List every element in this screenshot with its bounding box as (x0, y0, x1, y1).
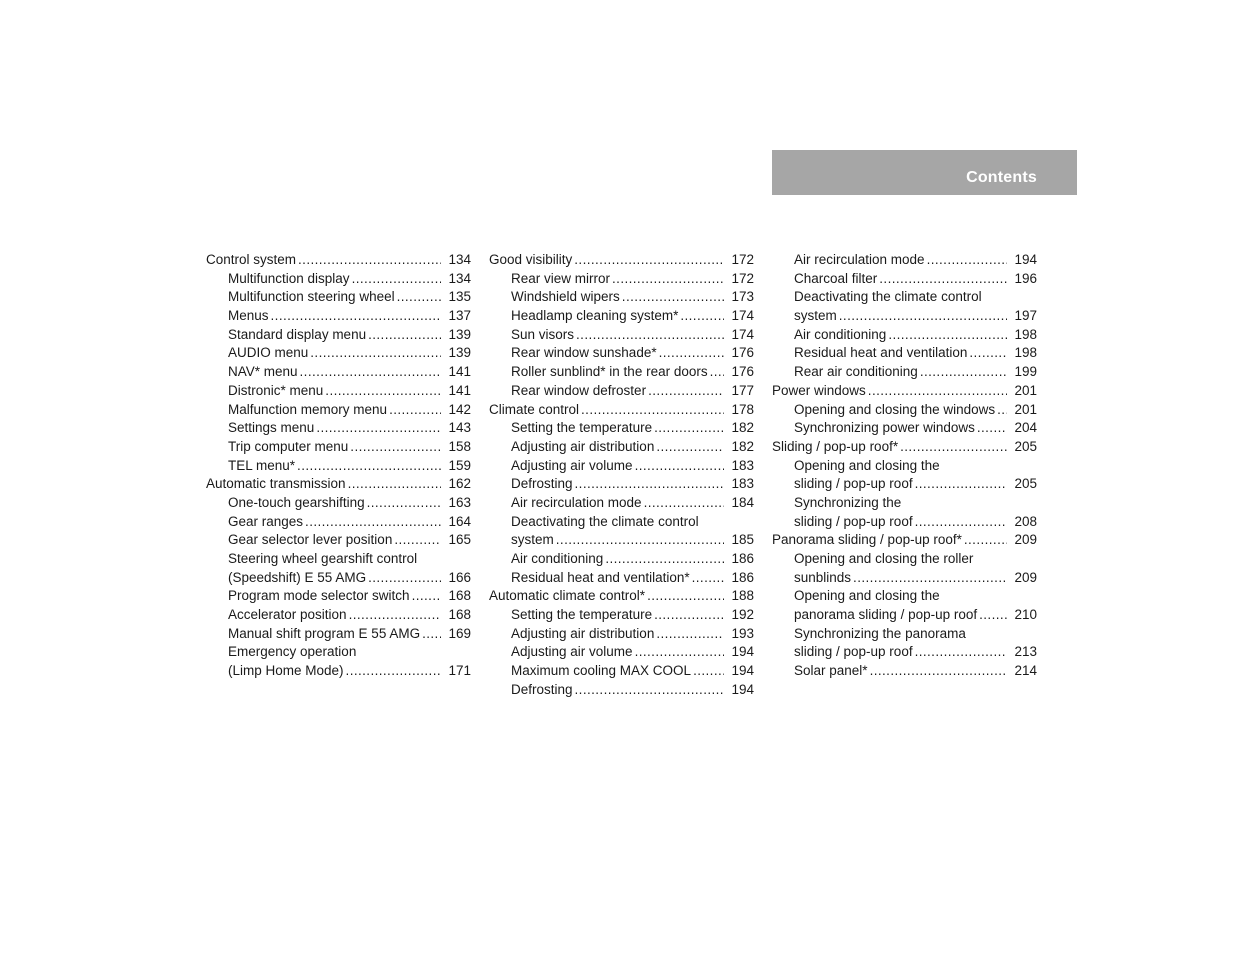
toc-subentry[interactable] (206, 457, 471, 476)
toc-subentry[interactable] (206, 382, 471, 401)
toc-subentry[interactable] (772, 363, 1037, 382)
toc-entry-title: Adjusting air distribution (511, 438, 655, 454)
toc-subentry[interactable] (489, 326, 754, 345)
toc-page-number: 159 (448, 457, 471, 473)
toc-entry-title: Menus (228, 308, 269, 324)
dot-leader (305, 513, 441, 532)
toc-subentry[interactable] (206, 419, 471, 438)
toc-subentry[interactable] (772, 288, 1037, 307)
toc-subentry[interactable] (206, 625, 471, 644)
toc-page-number: 165 (448, 532, 471, 548)
toc-subentry[interactable] (206, 643, 471, 662)
toc-subentry[interactable] (772, 569, 1037, 588)
toc-entry-title: Gear ranges (228, 513, 304, 529)
toc-page-number: 198 (1014, 326, 1037, 342)
toc-subentry[interactable] (489, 475, 754, 494)
toc-page-number: 169 (448, 625, 471, 641)
toc-entry-title: Manual shift program E 55 AMG (228, 625, 421, 641)
toc-entry-title: Multifunction display (228, 270, 350, 286)
toc-subentry[interactable] (772, 587, 1037, 606)
dot-leader (576, 326, 724, 345)
dot-leader (556, 531, 724, 550)
dot-leader (654, 606, 724, 625)
dot-leader (654, 419, 724, 438)
toc-page-number: 141 (448, 382, 471, 398)
dot-leader (581, 401, 724, 420)
toc-entry-title: Air conditioning (511, 551, 604, 566)
toc-entry-title: Windshield wipers (511, 289, 620, 305)
dot-leader (350, 438, 441, 457)
toc-subentry[interactable] (772, 494, 1037, 513)
toc-entry-title: Gear selector lever position (228, 532, 393, 548)
toc-page-number: 194 (731, 681, 754, 697)
toc-subentry[interactable] (772, 550, 1037, 569)
dot-leader (915, 475, 1007, 494)
toc-page-number: 194 (731, 663, 754, 679)
toc-subentry[interactable] (489, 569, 754, 588)
toc-entry-title: Defrosting (511, 476, 573, 492)
toc-subentry[interactable] (489, 270, 754, 289)
dot-leader (964, 531, 1007, 550)
toc-subentry[interactable] (206, 288, 471, 307)
dot-leader (574, 251, 724, 270)
dot-leader (635, 643, 724, 662)
toc-page-number: 193 (731, 625, 754, 641)
toc-entry[interactable] (489, 401, 754, 420)
dot-leader (325, 382, 441, 401)
toc-entry-title: Charcoal filter (794, 270, 878, 286)
toc-subentry[interactable] (206, 606, 471, 625)
dot-leader (412, 587, 441, 606)
toc-page-number: 182 (731, 438, 754, 454)
toc-page-number: 204 (1014, 420, 1037, 436)
toc-page-number: 174 (731, 326, 754, 342)
toc-entry-title: Sliding / pop-up roof* (772, 438, 899, 454)
toc-entry-title: sliding / pop-up roof (794, 644, 913, 660)
toc-subentry[interactable] (772, 344, 1037, 363)
toc-entry-title: Roller sunblind* in the rear doors (511, 364, 708, 380)
dot-leader (659, 344, 724, 363)
toc-entry-title: Maximum cooling MAX COOL (511, 663, 692, 679)
toc-subentry[interactable] (489, 625, 754, 644)
dot-leader (368, 326, 441, 345)
toc-column-1 (206, 251, 471, 681)
toc-column-2 (489, 251, 754, 700)
dot-leader (300, 363, 441, 382)
toc-subentry[interactable] (772, 401, 1037, 420)
dot-leader (656, 625, 724, 644)
toc-subentry[interactable] (489, 363, 754, 382)
toc-subentry[interactable] (772, 513, 1037, 532)
dot-leader (271, 307, 441, 326)
toc-page-number: 209 (1014, 569, 1037, 585)
dot-leader (310, 344, 441, 363)
dot-leader (868, 382, 1007, 401)
toc-entry-title: Rear view mirror (511, 270, 611, 286)
toc-entry-title: system (511, 532, 554, 548)
toc-entry-title: TEL menu* (228, 457, 296, 473)
toc-subentry[interactable] (489, 606, 754, 625)
toc-entry-title: Residual heat and ventilation* (511, 569, 690, 585)
toc-entry[interactable] (489, 587, 754, 606)
toc-entry-title: Automatic climate control* (489, 588, 646, 604)
toc-subentry[interactable] (206, 307, 471, 326)
toc-page-number: 188 (731, 588, 754, 604)
toc-subentry[interactable] (489, 382, 754, 401)
dot-leader (368, 569, 441, 588)
toc-subentry[interactable] (772, 419, 1037, 438)
toc-page-number: 173 (731, 289, 754, 305)
toc-page-number: 141 (448, 364, 471, 380)
dot-leader (575, 475, 724, 494)
toc-entry[interactable] (772, 438, 1037, 457)
contents-header-bar (772, 150, 1077, 195)
toc-page-number: 134 (448, 270, 471, 286)
dot-leader (348, 475, 441, 494)
dot-leader (635, 457, 724, 476)
dot-leader (839, 307, 1007, 326)
dot-leader (927, 251, 1007, 270)
toc-page-number: 172 (731, 270, 754, 286)
toc-entry-title: Panorama sliding / pop-up roof* (772, 532, 962, 548)
dot-leader (349, 606, 441, 625)
toc-entry-title: Rear window sunshade* (511, 345, 657, 361)
toc-subentry[interactable] (206, 550, 471, 569)
toc-entry-title: Opening and closing the windows (794, 401, 996, 417)
toc-entry-title: system (794, 308, 837, 324)
dot-leader (853, 569, 1007, 588)
toc-entry-title: Good visibility (489, 252, 573, 267)
toc-entry-title: Deactivating the climate control (511, 513, 699, 529)
toc-subentry[interactable] (206, 569, 471, 588)
toc-subentry[interactable] (772, 270, 1037, 289)
dot-leader (397, 288, 441, 307)
dot-leader (900, 438, 1007, 457)
dot-leader (915, 513, 1007, 532)
toc-entry-title: Program mode selector switch (228, 588, 410, 604)
toc-entry-title: Air recirculation mode (794, 252, 925, 267)
dot-leader (979, 606, 1007, 625)
toc-page-number: 197 (1014, 308, 1037, 324)
dot-leader (394, 531, 441, 550)
toc-entry-title: Opening and closing the roller (794, 551, 974, 566)
toc-page-number: 213 (1014, 644, 1037, 660)
dot-leader (612, 270, 724, 289)
toc-page-number: 176 (731, 345, 754, 361)
toc-entry-title: Setting the temperature (511, 420, 653, 436)
toc-entry-title: Multifunction steering wheel (228, 289, 395, 305)
toc-entry-title: sliding / pop-up roof (794, 476, 913, 492)
dot-leader (298, 251, 441, 270)
toc-entry-title: Distronic* menu (228, 382, 324, 398)
toc-page-number: 168 (448, 588, 471, 604)
toc-page-number: 183 (731, 476, 754, 492)
toc-subentry[interactable] (206, 401, 471, 420)
toc-page-number: 166 (448, 569, 471, 585)
toc-page-number: 135 (448, 289, 471, 305)
toc-page-number: 209 (1014, 532, 1037, 548)
dot-leader (648, 382, 724, 401)
dot-leader (920, 363, 1007, 382)
dot-leader (605, 550, 724, 569)
toc-page-number: 158 (448, 438, 471, 454)
dot-leader (352, 270, 441, 289)
dot-leader (622, 288, 724, 307)
toc-subentry[interactable] (489, 550, 754, 569)
toc-subentry[interactable] (489, 438, 754, 457)
dot-leader (997, 401, 1007, 420)
page-title: Contents (966, 169, 1037, 186)
toc-entry-title: Power windows (772, 382, 866, 398)
toc-entry-title: Opening and closing the (794, 588, 940, 604)
toc-page-number: 172 (731, 252, 754, 267)
toc-page-number: 214 (1014, 663, 1037, 679)
toc-entry-title: panorama sliding / pop-up roof (794, 607, 978, 623)
toc-page-number: 210 (1014, 607, 1037, 623)
toc-page-number: 205 (1014, 438, 1037, 454)
dot-leader (644, 494, 724, 513)
toc-page-number: 185 (731, 532, 754, 548)
dot-leader (656, 438, 724, 457)
toc-page-number: 137 (448, 308, 471, 324)
toc-entry-title: sliding / pop-up roof (794, 513, 913, 529)
toc-entry-title: Setting the temperature (511, 607, 653, 623)
toc-page-number: 192 (731, 607, 754, 623)
toc-subentry[interactable] (772, 251, 1037, 270)
dot-leader (977, 419, 1007, 438)
toc-page-number: 186 (731, 551, 754, 566)
toc-page-number: 134 (448, 252, 471, 267)
toc-subentry[interactable] (489, 513, 754, 532)
toc-page-number: 194 (1014, 252, 1037, 267)
toc-entry-title: Malfunction memory menu (228, 401, 388, 417)
dot-leader (575, 681, 724, 700)
toc-page-number: 183 (731, 457, 754, 473)
dot-leader (692, 569, 724, 588)
toc-subentry[interactable] (206, 363, 471, 382)
toc-page-number: 201 (1014, 401, 1037, 417)
toc-entry-title: Deactivating the climate control (794, 289, 982, 305)
toc-subentry[interactable] (489, 419, 754, 438)
toc-entry-title: Adjusting air volume (511, 644, 633, 660)
toc-subentry[interactable] (206, 270, 471, 289)
toc-page-number: 205 (1014, 476, 1037, 492)
dot-leader (422, 625, 441, 644)
dot-leader (879, 270, 1007, 289)
toc-page-number: 143 (448, 420, 471, 436)
toc-subentry[interactable] (772, 625, 1037, 644)
toc-subentry[interactable] (772, 662, 1037, 681)
dot-leader (693, 662, 724, 681)
toc-subentry[interactable] (206, 662, 471, 681)
toc-page-number: 201 (1014, 382, 1037, 398)
toc-entry-title: Headlamp cleaning system* (511, 308, 679, 324)
toc-subentry[interactable] (489, 494, 754, 513)
toc-page-number: 176 (731, 364, 754, 380)
dot-leader (367, 494, 441, 513)
toc-entry[interactable] (206, 251, 471, 270)
toc-subentry[interactable] (206, 513, 471, 532)
toc-entry-title: Synchronizing the panorama (794, 625, 966, 641)
toc-subentry[interactable] (489, 457, 754, 476)
dot-leader (710, 363, 724, 382)
toc-page-number: 139 (448, 326, 471, 342)
toc-entry-title: sunblinds (794, 569, 852, 585)
toc-page-number: 174 (731, 308, 754, 324)
toc-entry[interactable] (772, 382, 1037, 401)
toc-subentry[interactable] (772, 307, 1037, 326)
toc-subentry[interactable] (772, 606, 1037, 625)
toc-entry-title: Accelerator position (228, 607, 347, 623)
toc-subentry[interactable] (772, 475, 1037, 494)
dot-leader (888, 326, 1007, 345)
toc-entry-title: Standard display menu (228, 326, 367, 342)
toc-page-number: 182 (731, 420, 754, 436)
toc-entry-title: Emergency operation (228, 644, 357, 660)
toc-page-number: 196 (1014, 270, 1037, 286)
toc-page-number: 162 (448, 476, 471, 492)
toc-subentry[interactable] (489, 344, 754, 363)
toc-entry-title: AUDIO menu (228, 345, 309, 361)
toc-entry-title: Settings menu (228, 420, 315, 436)
toc-entry-title: Residual heat and ventilation (794, 345, 968, 361)
toc-subentry[interactable] (206, 587, 471, 606)
toc-entry-title: Rear window defroster (511, 382, 647, 398)
toc-entry-title: Trip computer menu (228, 438, 349, 454)
toc-entry-title: (Limp Home Mode) (228, 663, 344, 679)
dot-leader (680, 307, 724, 326)
toc-entry-title: Solar panel* (794, 663, 868, 679)
toc-page-number: 168 (448, 607, 471, 623)
toc-entry-title: Climate control (489, 401, 580, 417)
toc-entry-title: Rear air conditioning (794, 364, 918, 380)
toc-page-number: 194 (731, 644, 754, 660)
toc-entry-title: (Speedshift) E 55 AMG (228, 569, 367, 585)
toc-entry-title: Sun visors (511, 326, 575, 342)
toc-subentry[interactable] (489, 531, 754, 550)
toc-page-number: 139 (448, 345, 471, 361)
toc-page-number: 163 (448, 494, 471, 510)
toc-entry[interactable] (206, 475, 471, 494)
toc-entry[interactable] (772, 531, 1037, 550)
toc-subentry[interactable] (772, 326, 1037, 345)
dot-leader (969, 344, 1007, 363)
toc-page-number: 171 (448, 663, 471, 679)
toc-subentry[interactable] (206, 494, 471, 513)
toc-subentry[interactable] (489, 288, 754, 307)
toc-entry-title: Adjusting air volume (511, 457, 633, 473)
toc-entry-title: Air recirculation mode (511, 494, 642, 510)
toc-entry-title: Adjusting air distribution (511, 625, 655, 641)
toc-subentry[interactable] (489, 643, 754, 662)
toc-subentry[interactable] (206, 326, 471, 345)
toc-page-number: 178 (731, 401, 754, 417)
toc-subentry[interactable] (489, 681, 754, 700)
toc-entry-title: Defrosting (511, 681, 573, 697)
dot-leader (647, 587, 724, 606)
toc-entry[interactable] (489, 251, 754, 270)
toc-subentry[interactable] (206, 344, 471, 363)
toc-page-number: 186 (731, 569, 754, 585)
dot-leader (316, 419, 441, 438)
toc-page-number: 199 (1014, 364, 1037, 380)
dot-leader (870, 662, 1007, 681)
toc-page-number: 142 (448, 401, 471, 417)
toc-page-number: 184 (731, 494, 754, 510)
toc-column-3 (772, 251, 1037, 681)
toc-subentry[interactable] (772, 457, 1037, 476)
toc-entry-title: Air conditioning (794, 326, 887, 342)
toc-subentry[interactable] (489, 307, 754, 326)
dot-leader (346, 662, 441, 681)
toc-page-number: 208 (1014, 513, 1037, 529)
toc-subentry[interactable] (206, 438, 471, 457)
toc-entry-title: One-touch gearshifting (228, 494, 365, 510)
toc-entry-title: Control system (206, 252, 297, 267)
toc-entry-title: Synchronizing the (794, 494, 902, 510)
toc-entry-title: Synchronizing power windows (794, 420, 975, 436)
toc-page-number: 198 (1014, 345, 1037, 361)
toc-entry-title: Automatic transmission (206, 476, 346, 492)
toc-entry-title: Steering wheel gearshift control (228, 551, 418, 566)
toc-page-number: 177 (731, 382, 754, 398)
dot-leader (297, 457, 441, 476)
toc-entry-title: Opening and closing the (794, 457, 940, 473)
toc-page-number: 164 (448, 513, 471, 529)
toc-entry-title: NAV* menu (228, 364, 298, 380)
toc-subentry[interactable] (206, 531, 471, 550)
toc-subentry[interactable] (772, 643, 1037, 662)
dot-leader (389, 401, 441, 420)
toc-subentry[interactable] (489, 662, 754, 681)
dot-leader (915, 643, 1007, 662)
